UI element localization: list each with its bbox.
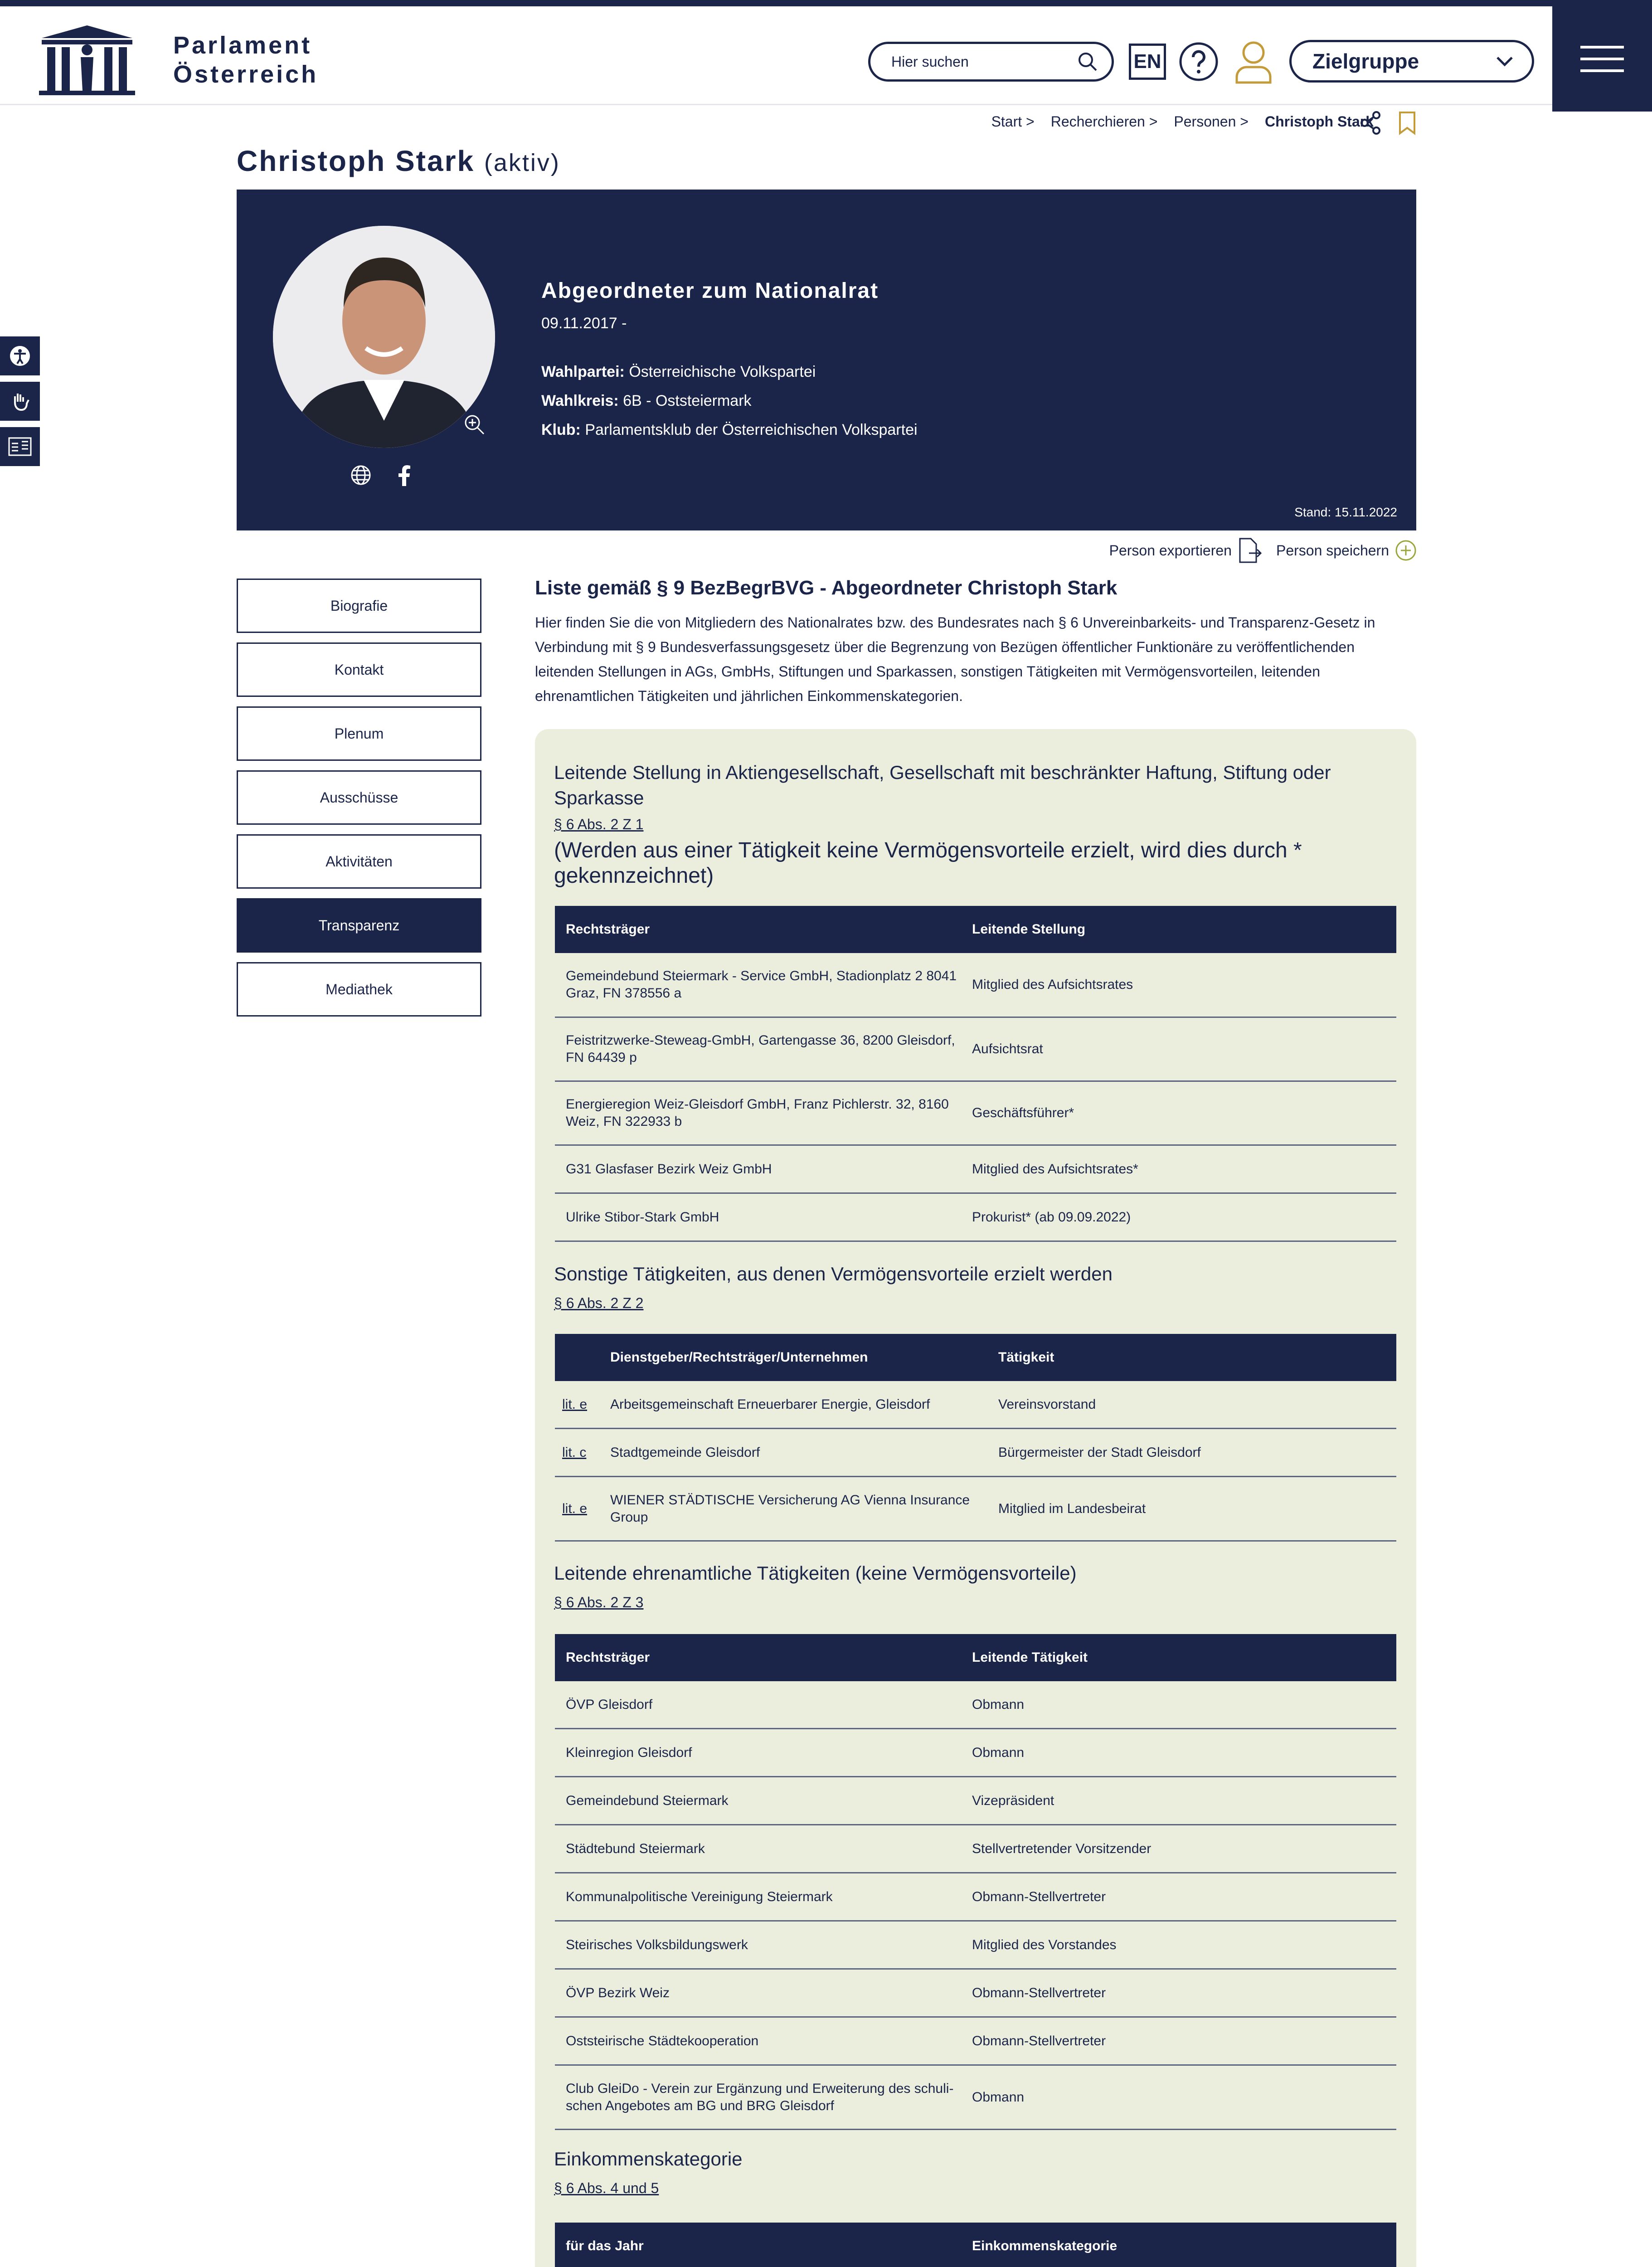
wahlpartei-label: Wahlpartei: <box>541 363 625 380</box>
table-row <box>555 1970 1396 2018</box>
table-cell: ÖVP Gleisdorf <box>566 1697 653 1712</box>
breadcrumb-start[interactable]: Start > <box>991 113 1035 130</box>
table-cell: Kommunalpolitische Vereinigung Steiermark <box>566 1889 833 1904</box>
subnav-aktivitaeten[interactable]: Aktivitäten <box>237 834 481 889</box>
person-status: (aktiv) <box>484 149 560 176</box>
lit-link[interactable]: lit. e <box>562 1501 588 1516</box>
column-header: für das Jahr <box>566 2238 644 2253</box>
subnav-ausschuesse[interactable]: Ausschüsse <box>237 770 481 825</box>
page-title <box>237 144 560 178</box>
page-tools <box>1360 111 1416 135</box>
table-cell: Obmann <box>972 2089 1025 2105</box>
accessibility-button[interactable] <box>0 336 40 375</box>
table-cell: Obmann <box>972 1697 1025 1712</box>
section1-legal-link[interactable]: § 6 Abs. 2 Z 1 <box>554 816 644 832</box>
table-cell: WIENER STÄDTISCHE Versicherung AG Vienna Insurance Group <box>610 1492 970 1525</box>
user-icon[interactable] <box>1234 39 1273 84</box>
table-row <box>555 1018 1396 1082</box>
column-header: Leitende Stellung <box>972 922 1086 937</box>
search-placeholder: Hier suchen <box>891 53 969 70</box>
table-cell: Prokurist* (ab 09.09.2022) <box>972 1209 1131 1225</box>
table-row <box>555 1922 1396 1970</box>
portrait-photo <box>273 226 495 448</box>
table-cell: Gemeindebund Steiermark <box>566 1793 729 1808</box>
hand-icon <box>9 390 31 413</box>
menu-line <box>1580 58 1624 60</box>
site-logo[interactable] <box>37 23 318 97</box>
table-cell: Städtebund Steiermark <box>566 1841 705 1856</box>
column-header: Rechtsträger <box>566 922 650 937</box>
table-cell: Stellvertretender Vorsitzender <box>972 1841 1152 1856</box>
table-row <box>555 1194 1396 1242</box>
table-cell: Energieregion Weiz-Gleisdorf GmbH, Franz Pichlerstr. 32, 8160 Weiz, FN 322933 b <box>566 1097 949 1129</box>
subnav-kontakt[interactable]: Kontakt <box>237 642 481 697</box>
table-cell: Steirisches Volksbildungswerk <box>566 1937 748 1952</box>
person-name: Christoph Stark <box>237 145 475 177</box>
column-header: Rechtsträger <box>566 1650 650 1665</box>
breadcrumb-recherchieren[interactable]: Recherchieren > <box>1050 113 1158 130</box>
table-einkommenskategorie <box>555 2223 1396 2267</box>
person-role: Abgeordneter zum Nationalrat <box>541 279 879 303</box>
table-cell: Mitglied des Aufsichtsrates <box>972 977 1133 992</box>
table-header <box>555 1334 1396 1381</box>
subnav-plenum[interactable]: Plenum <box>237 706 481 761</box>
export-icon[interactable] <box>1237 537 1263 564</box>
person-portrait[interactable] <box>273 226 495 448</box>
table-row <box>555 1825 1396 1873</box>
table-cell: Bürgermeister der Stadt Gleisdorf <box>998 1445 1201 1460</box>
top-accent-bar <box>0 0 1652 6</box>
breadcrumb-personen[interactable]: Personen > <box>1174 113 1249 130</box>
column-header: Dienstgeber/Rechtsträger/Unternehmen <box>610 1350 868 1365</box>
list-title: Liste gemäß § 9 BezBegrBVG - Abgeordneter Christoph Stark <box>535 577 1118 599</box>
table-cell: Obmann-Stellvertreter <box>972 2033 1106 2048</box>
section3-title: Leitende ehrenamtliche Tätigkeiten (keine Vermögensvorteile) <box>554 1562 1077 1584</box>
column-header: Tätigkeit <box>998 1350 1054 1365</box>
zoom-in-icon[interactable] <box>463 414 486 436</box>
breadcrumb-current: Christoph Stark <box>1264 113 1374 130</box>
table-cell: Club GleiDo - Verein zur Ergänzung und Erweiterung des schuli-schen Angebotes am BG und BRG Gleisdorf <box>566 2081 954 2113</box>
subnav-biografie[interactable]: Biografie <box>237 579 481 633</box>
language-button[interactable] <box>1129 44 1166 80</box>
globe-icon[interactable] <box>350 464 372 486</box>
hamburger-menu-button[interactable] <box>1552 6 1652 112</box>
table-ehrenamtliche-taetigkeiten <box>555 1634 1396 2130</box>
section4-title: Einkommenskategorie <box>554 2148 743 2170</box>
share-icon[interactable] <box>1360 111 1382 135</box>
klub-value: Parlamentsklub der Österreichischen Volkspartei <box>585 421 918 438</box>
table-cell: Aufsichtsrat <box>972 1041 1043 1056</box>
save-person-link[interactable]: Person speichern <box>1276 542 1389 559</box>
table-header <box>555 2223 1396 2267</box>
table-row <box>555 2066 1396 2130</box>
person-facts <box>541 357 918 444</box>
logo-line-1: Parlament <box>173 32 312 59</box>
section3-legal-link[interactable]: § 6 Abs. 2 Z 3 <box>554 1594 644 1610</box>
table-leitende-stellung <box>555 906 1396 1242</box>
section2-legal-link[interactable]: § 6 Abs. 2 Z 2 <box>554 1295 644 1311</box>
table-header <box>555 1634 1396 1681</box>
search-input[interactable] <box>868 42 1114 82</box>
table-header <box>555 906 1396 953</box>
menu-line <box>1580 69 1624 72</box>
table-cell: Geschäftsführer* <box>972 1105 1074 1120</box>
section4-legal-link[interactable]: § 6 Abs. 4 und 5 <box>554 2180 659 2196</box>
table-row <box>555 2018 1396 2066</box>
add-circle-icon[interactable] <box>1394 539 1417 562</box>
accessibility-icon <box>9 345 31 367</box>
help-icon[interactable] <box>1179 42 1219 82</box>
lit-link[interactable]: lit. e <box>562 1396 588 1412</box>
easy-language-button[interactable] <box>0 427 40 466</box>
table-cell: Oststeirische Städtekooperation <box>566 2033 759 2048</box>
stand-date: Stand: 15.11.2022 <box>1294 505 1397 519</box>
person-social-links <box>350 464 411 486</box>
zielgruppe-select[interactable] <box>1289 40 1534 83</box>
table-cell: Feistritzwerke-Steweag-GmbH, Gartengasse 36, 8200 Gleisdorf, FN 64439 p <box>566 1033 955 1065</box>
list-intro: Hier finden Sie die von Mitgliedern des Nationalrates bzw. des Bundesrates nach § 6 Unvereinbarkeits- und Transparenz-Gesetz in Verbindung mit § 9 Bundesverfassungsgesetz über die Begrenzung von Bezügen öffentlicher Funktionäre zu veröffentlichenden leitenden Stellungen in AGs, GmbHs, Stiftungen und Sparkassen, sonstigen Tätigkeiten mit Vermögensvorteilen, leitenden ehrenamtlichen Tätigkeiten und jährlichen Einkommenskategorien. <box>535 614 1375 704</box>
table-cell: Ulrike Stibor-Stark GmbH <box>566 1209 719 1225</box>
export-person-link[interactable]: Person exportieren <box>1109 542 1232 559</box>
table-row <box>555 1681 1396 1729</box>
table-row <box>555 1777 1396 1825</box>
menu-line <box>1580 46 1624 49</box>
table-row <box>555 1429 1396 1477</box>
table-row <box>555 1082 1396 1146</box>
table-cell: Mitglied des Aufsichtsrates* <box>972 1161 1138 1177</box>
facebook-icon[interactable] <box>397 464 411 486</box>
table-cell: Mitglied im Landesbeirat <box>998 1501 1146 1516</box>
table-cell: Stadtgemeinde Gleisdorf <box>610 1445 760 1460</box>
person-actions <box>1109 537 1417 564</box>
table-row <box>555 1146 1396 1194</box>
search-icon[interactable] <box>1077 51 1098 72</box>
column-header: Leitende Tätigkeit <box>972 1650 1088 1665</box>
column-header: Einkommenskategorie <box>972 2238 1118 2253</box>
site-header <box>0 6 1652 105</box>
table-row <box>555 1381 1396 1429</box>
wahlkreis-value: 6B - Oststeiermark <box>623 392 752 409</box>
logo-line-2: Österreich <box>173 61 319 88</box>
table-cell: Vizepräsident <box>972 1793 1054 1808</box>
table-cell: G31 Glasfaser Bezirk Weiz GmbH <box>566 1161 772 1177</box>
person-hero <box>237 190 1416 530</box>
breadcrumb <box>975 113 1374 130</box>
transparency-panel <box>535 729 1416 2267</box>
zielgruppe-label: Zielgruppe <box>1312 49 1419 73</box>
person-subnav <box>237 579 481 1026</box>
easy-read-icon <box>7 435 33 458</box>
table-cell: Obmann <box>972 1745 1025 1760</box>
table-cell: Vereinsvorstand <box>998 1396 1096 1412</box>
wahlkreis-label: Wahlkreis: <box>541 392 619 409</box>
table-cell: Obmann-Stellvertreter <box>972 1889 1106 1904</box>
lit-link[interactable]: lit. c <box>562 1445 587 1460</box>
table-cell: ÖVP Bezirk Weiz <box>566 1985 670 2000</box>
section1-note: (Werden aus einer Tätigkeit keine Vermögensvorteile erzielt, wird dies durch * gekennzeichnet) <box>554 838 1302 888</box>
table-row <box>555 1477 1396 1542</box>
table-cell: Arbeitsgemeinschaft Erneuerbarer Energie, Gleisdorf <box>610 1396 930 1412</box>
logo-wordmark <box>173 31 318 89</box>
wahlpartei-value: Österreichische Volkspartei <box>629 363 816 380</box>
table-sonstige-taetigkeiten <box>555 1334 1396 1542</box>
section1-title: Leitende Stellung in Aktiengesellschaft, Gesellschaft mit beschränkter Haftung, Stiftung oder Sparkasse <box>554 762 1331 808</box>
person-since: 09.11.2017 - <box>541 315 627 332</box>
table-cell: Obmann-Stellvertreter <box>972 1985 1106 2000</box>
table-cell: Gemeindebund Steiermark - Service GmbH, Stadionplatz 2 8041 Graz, FN 378556 a <box>566 968 957 1001</box>
section2-title: Sonstige Tätigkeiten, aus denen Vermögensvorteile erzielt werden <box>554 1263 1113 1284</box>
parliament-logo-icon <box>37 23 137 97</box>
klub-label: Klub: <box>541 421 581 438</box>
bookmark-icon[interactable] <box>1398 111 1416 135</box>
table-cell: Mitglied des Vorstandes <box>972 1937 1117 1952</box>
table-row <box>555 1873 1396 1922</box>
table-row <box>555 953 1396 1018</box>
language-label: EN <box>1133 50 1161 73</box>
table-row <box>555 1729 1396 1777</box>
sign-language-button[interactable] <box>0 382 40 421</box>
subnav-mediathek[interactable]: Mediathek <box>237 962 481 1017</box>
table-cell: Kleinregion Gleisdorf <box>566 1745 692 1760</box>
subnav-transparenz[interactable]: Transparenz <box>237 898 481 953</box>
chevron-down-icon <box>1496 56 1514 67</box>
